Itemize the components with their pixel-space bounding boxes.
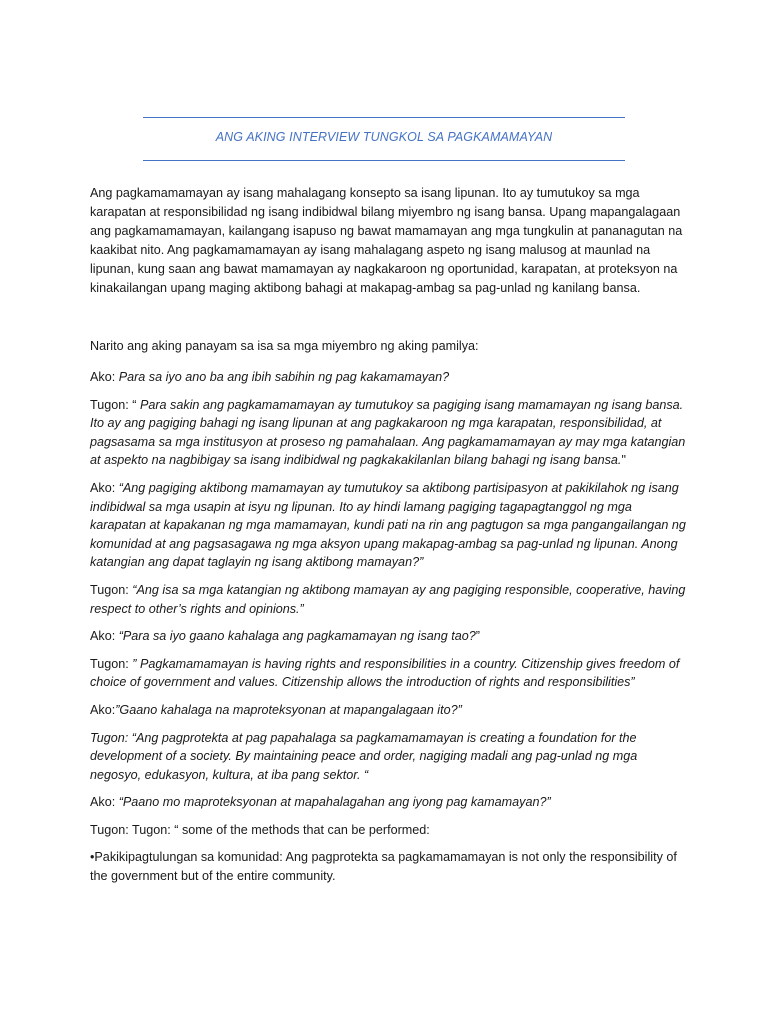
speaker-label: Tugon: [90,656,133,671]
exchange-9 [90,793,690,812]
document-body [90,184,690,886]
speaker-label: Ako: [90,370,119,384]
exchange-3 [90,479,690,572]
spoken-text: “Paano mo maproteksyonan at mapahalagahan ang iyong pag kamamayan?” [118,795,551,810]
exchange-1 [90,368,690,387]
speaker-label: Ako: [90,702,116,717]
interview-lead: Narito ang aking panayam sa isa sa mga miyembro ng aking pamilya: [90,339,479,353]
exchange-5 [90,627,690,646]
exchange-4 [90,581,690,618]
intro-paragraph: Ang pagkamamamayan ay isang mahalagang konsepto sa isang lipunan. Ito ay tumutukoy sa mga karapatan at responsibilidad ng isang indibidwal bilang miyembro ng isang bansa. Upang mapangalagaan ang pagkamamamayan, kailangang isapuso ng bawat mamamayan ang mga tungkulin at pananagutan na kaakibat nito. Ang pagkamamamayan ay isang mahalagang aspeto ng isang malusog at maunlad na lipunan, kung saan ang bawat mamamayan ay nagkakaroon ng oportunidad, karapatan, at proteksyon na kinakailangan upang maging aktibong bahagi at makapag-ambag sa pag-unlad ng kanilang bansa. [90,186,683,295]
bullet-item: •Pakikipagtulungan sa komunidad: Ang pagprotekta sa pagkamamamayan is not only the responsibility of the government but of the entire community. [90,850,677,884]
title-bottom-rule [143,160,625,161]
speaker-label: Ako: [90,795,119,810]
document-title: ANG AKING INTERVIEW TUNGKOL SA PAGKAMAMAYAN [215,130,553,144]
spoken-text: “Ang pagiging aktibong mamamayan ay tumutukoy sa aktibong partisipasyon at pakikilahok ng isang indibidwal sa mga usapin at isyu ng lipunan. Ito ay hindi lamang pagiging tagapagtanggol ng mga karapatan at kapakanan ng mga mamamayan, kundi pati na rin ang pagtugon sa mga pangangailangan ng komunidad at ang pagsasagawa ng mga aksyon upang makapag-ambag sa pag-unlad ng lipunan. Anong katangian ang dapat taglayin ng isang aktibong mamayan?” [90,480,686,570]
exchange-10 [90,821,690,840]
exchange-11 [90,848,690,885]
closing-quote: " [621,453,626,468]
spoken-text: Para sa iyo ano ba ang ibih sabihin ng pag kakamamayan? [118,370,450,384]
speaker-label: Ako: [90,480,119,495]
exchange-8 [90,729,690,785]
speaker-label: Tugon: [90,582,133,597]
spoken-text: ” Pagkamamamayan is having rights and responsibilities in a country. Citizenship gives freedom of choice of government and values. Citizenship allows the introduction of rights and responsibilities” [90,656,680,690]
title-top-rule [143,117,625,118]
exchange-6 [90,655,690,692]
speaker-label: Ako: [90,629,119,644]
spoken-text: ”Gaano kahalaga na maproteksyonan at mapangalagaan ito?” [115,702,462,717]
spoken-text: “Ang isa sa mga katangian ng aktibong mamayan ay ang pagiging responsible, cooperative, having respect to other’s rights and opinions.” [90,582,686,616]
exchange-2 [90,396,690,470]
closing-quote: ” [475,629,480,644]
answer-text: Tugon: Tugon: “ some of the methods that can be performed: [90,822,430,837]
spoken-text: “Para sa iyo gaano kahalaga ang pagkamamayan ng isang tao? [118,629,476,644]
spoken-text: Para sakin ang pagkamamamayan ay tumutukoy sa pagiging isang mamamayan ng isang bansa. Ito ay ang pagiging bahagi ng isang lipunan at ang pagkakaroon ng mga karapatan, responsibilidad, at pagsasama sa mga institusyon at proseso ng pamahalaan. Ang pagkamamamayan ay may mga katangian at aspekto na nagbibigay sa isang indibidwal ng pagkakakilanlan bilang bahagi ng isang bansa. [90,397,686,468]
exchange-7 [90,701,690,720]
spoken-text: Tugon: “Ang pagprotekta at pag papahalaga sa pagkamamamayan is creating a foundation for the development of a society. By maintaining peace and order, nagiging madali ang pag-unlad ng mga negosyo, edukasyon, kultura, at iba pang sektor. “ [90,730,638,782]
speaker-label: Tugon: “ [90,397,140,412]
